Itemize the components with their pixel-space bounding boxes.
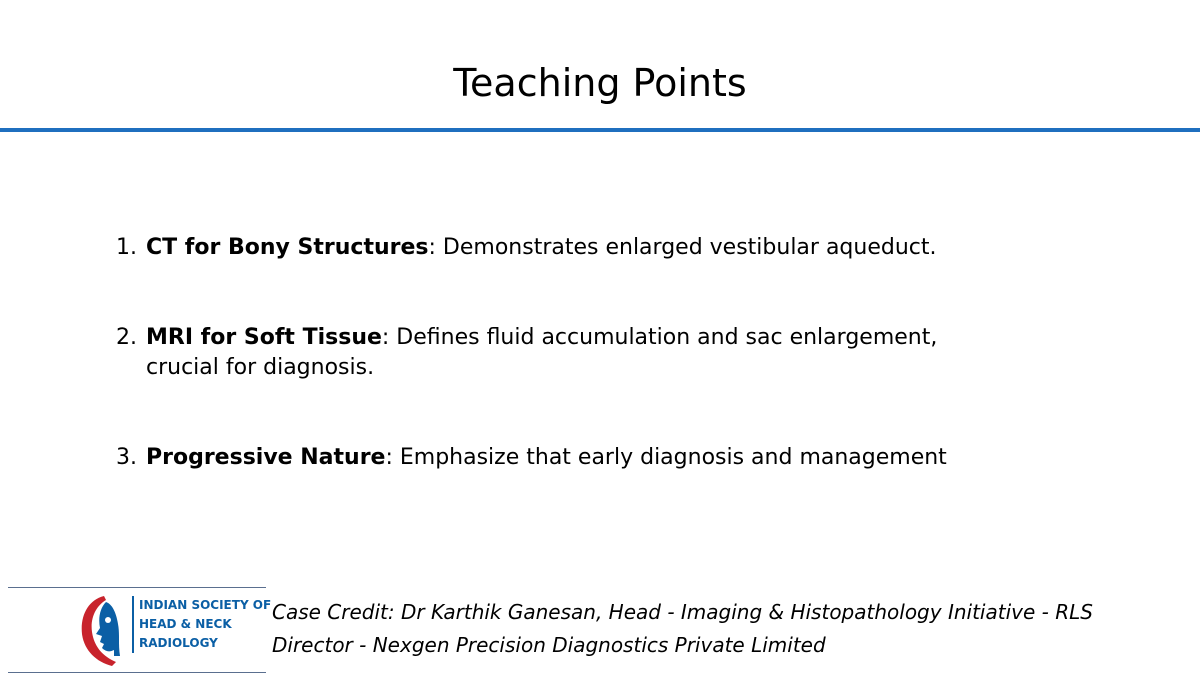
point-text: : Defines fluid accumulation and sac enlargement, — [381, 325, 938, 350]
society-name-line: RADIOLOGY — [139, 636, 218, 650]
point-heading: CT for Bony Structures — [146, 235, 429, 260]
point-number: 3. — [116, 445, 137, 470]
teaching-point-3 — [116, 443, 947, 473]
society-name-line: HEAD & NECK — [139, 617, 232, 631]
teaching-point-1 — [116, 233, 937, 263]
point-text: : Demonstrates enlarged vestibular aqueduct. — [428, 235, 937, 260]
case-credit-line: Director - Nexgen Precision Diagnostics Private Limited — [272, 633, 826, 657]
point-heading: MRI for Soft Tissue — [146, 325, 382, 350]
case-credit-line: Case Credit: Dr Karthik Ganesan, Head - Imaging & Histopathology Initiative - RLS — [272, 600, 1093, 624]
teaching-point-2 — [116, 323, 937, 383]
title-divider — [0, 128, 1200, 132]
point-text: : Emphasize that early diagnosis and management — [385, 445, 947, 470]
society-logo — [8, 587, 272, 673]
case-credit — [272, 596, 1093, 662]
point-heading: Progressive Nature — [146, 445, 386, 470]
society-name-line: INDIAN SOCIETY OF — [139, 598, 272, 612]
point-number: 2. — [116, 325, 137, 350]
slide-title: Teaching Points — [453, 61, 747, 105]
head-profile-emblem-icon — [74, 590, 130, 672]
point-text-continuation: crucial for diagnosis. — [146, 355, 375, 380]
point-number: 1. — [116, 235, 137, 260]
society-name — [132, 596, 273, 653]
